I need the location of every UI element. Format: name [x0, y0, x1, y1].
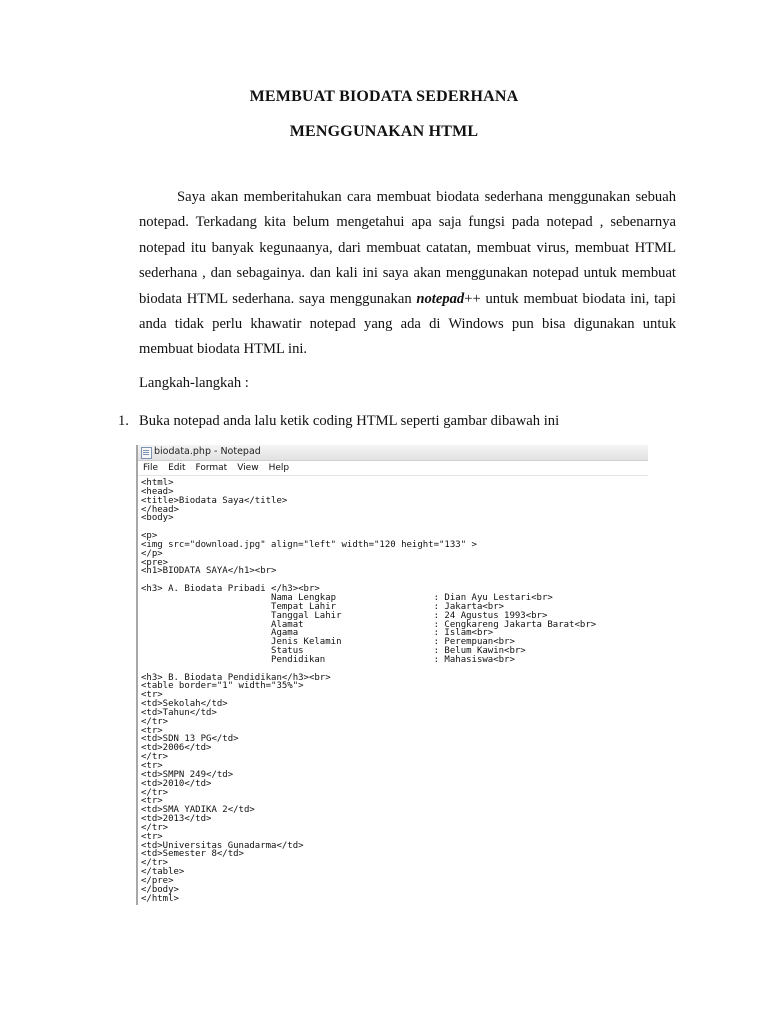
- step-1-number: 1.: [118, 413, 129, 429]
- document-title-line-1: MEMBUAT BIODATA SEDERHANA: [249, 88, 519, 105]
- menu-edit[interactable]: Edit: [168, 463, 186, 473]
- menu-file[interactable]: File: [143, 463, 159, 473]
- intro-text-after: ++ untuk membuat biodata ini, tapi anda tidak perlu khawatir notepad yang ada di Windows pun bisa digunakan untuk membuat biodata HTML ini.: [139, 290, 676, 358]
- step-1-text: Buka notepad anda lalu ketik coding HTML seperti gambar dibawah ini: [139, 413, 560, 429]
- steps-label: Langkah-langkah :: [139, 375, 249, 391]
- notepad-window-title: biodata.php - Notepad: [154, 446, 261, 457]
- intro-text-before: Saya akan memberitahukan cara membuat biodata sederhana menggunakan sebuah notepad. Terkadang kita belum mengetahui apa saja fungsi pada notepad , sebenarnya notepad itu banyak kegunaanya, dari membuat catatan, membuat virus, membuat HTML sederhana , dan sebagainya. dan kali ini saya akan menggunakan notepad untuk membuat biodata HTML sederhana. saya menggunakan: [139, 189, 676, 307]
- menu-format[interactable]: Format: [195, 463, 228, 473]
- document-title-line-2: MENGGUNAKAN HTML: [289, 123, 479, 140]
- intro-paragraph: [139, 185, 676, 363]
- notepad-titlebar: [138, 445, 648, 461]
- notepad-code-area[interactable]: <html> <head> <title>Biodata Saya</title> </head> <body> <p> <img src="download.jpg" align="left" width="120 height="133" > </p> <pre> <h1>BIODATA SAYA</h1><br> <h3> A. Biodata Pribadi </h3><br> Nama Lengkap : Dian Ayu Lestari<br> Tempat Lahir : Jakarta<br> Tanggal Lahir : 24 Agustus 1993<br> Alamat : Cengkareng Jakarta Barat<br> Agama : Islam<br> Jenis Kelamin : Perempuan<br> Status : Belum Kawin<br> Pendidikan : Mahasiswa<br> <h3> B. Biodata Pendidikan</h3><br> <table border="1" width="35%"> <tr> <td>Sekolah</td> <td>Tahun</td> </tr> <tr> <td>SDN 13 PG</td> <td>2006</td> </tr> <tr> <td>SMPN 249</td> <td>2010</td> </tr> <tr> <td>SMA YADIKA 2</td> <td>2013</td> </tr> <tr> <td>Universitas Gunadarma</td> <td>Semester 8</td> </tr> </table> </pre> </body> </html>: [141, 478, 597, 904]
- menu-help[interactable]: Help: [268, 463, 290, 473]
- intro-emphasis: notepad: [416, 290, 465, 307]
- notepad-menubar: [138, 461, 648, 476]
- notepad-app-icon: [141, 447, 152, 459]
- menu-view[interactable]: View: [237, 463, 259, 473]
- notepad-screenshot: [136, 445, 648, 905]
